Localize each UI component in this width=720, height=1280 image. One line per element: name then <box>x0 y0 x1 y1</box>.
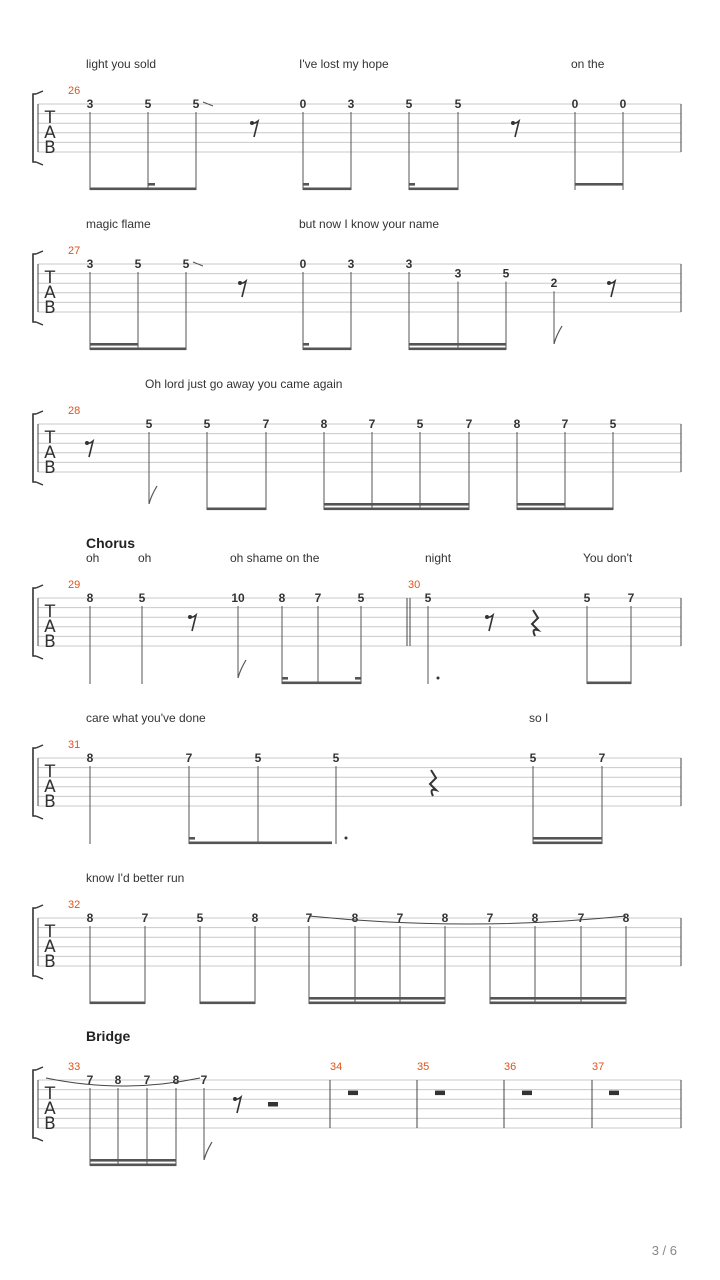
fret-number: 5 <box>583 591 591 605</box>
staff-system <box>33 217 681 350</box>
lyric-text: I've lost my hope <box>299 57 389 71</box>
dotted-note-dot <box>437 677 440 680</box>
measure-number: 29 <box>68 579 81 591</box>
fret-number: 5 <box>454 97 462 111</box>
fret-number: 8 <box>86 591 94 605</box>
bracket-hook-bottom <box>36 482 43 485</box>
quarter-rest-icon <box>532 610 538 636</box>
fret-number: 7 <box>561 417 569 431</box>
fret-number: 3 <box>86 257 94 271</box>
quarter-rest-icon <box>430 770 436 796</box>
fret-number: 7 <box>627 591 635 605</box>
fret-number: 7 <box>86 1073 94 1087</box>
whole-rest-icon <box>435 1091 445 1096</box>
lyric-text: You don't <box>583 551 633 565</box>
note-beam <box>587 682 631 685</box>
staff-system <box>33 1028 681 1166</box>
fret-number: 5 <box>144 97 152 111</box>
note-beam <box>90 1164 176 1167</box>
fret-number: 8 <box>114 1073 122 1087</box>
fret-number: 8 <box>86 911 94 925</box>
fret-number: 7 <box>598 751 606 765</box>
fret-number: 7 <box>368 417 376 431</box>
measure-number: 32 <box>68 899 81 911</box>
tab-clef-icon: T <box>44 108 56 128</box>
eighth-rest-dot <box>233 1097 237 1101</box>
fret-number: 5 <box>357 591 365 605</box>
lyric-text: light you sold <box>86 57 157 71</box>
eighth-flag <box>238 660 246 678</box>
whole-rest-icon <box>609 1091 619 1096</box>
bracket-hook-bottom <box>36 976 43 979</box>
fret-number: 7 <box>200 1073 208 1087</box>
note-beam <box>309 997 445 1000</box>
note-beam <box>409 348 506 351</box>
eighth-flag <box>149 486 157 504</box>
fret-number: 7 <box>305 911 313 925</box>
tab-clef-icon: B <box>44 1114 56 1134</box>
note-beam <box>490 997 626 1000</box>
tab-clef-icon: A <box>44 1099 56 1119</box>
fret-number: 0 <box>299 257 307 271</box>
lyric-text: magic flame <box>86 217 151 231</box>
measure-number: 30 <box>408 579 421 591</box>
fret-number: 5 <box>192 97 200 111</box>
note-beam <box>90 343 138 346</box>
system-bracket <box>33 254 36 322</box>
eighth-rest-dot <box>250 121 254 125</box>
fret-number: 5 <box>182 257 190 271</box>
half-rest-icon <box>268 1102 278 1107</box>
measure-number: 36 <box>504 1061 517 1073</box>
fret-number: 5 <box>145 417 153 431</box>
bracket-hook-bottom <box>36 162 43 165</box>
lyric-text: oh shame on the <box>230 551 320 565</box>
note-beam <box>207 508 266 511</box>
partial-beam <box>189 837 195 840</box>
bracket-hook-top <box>36 91 43 94</box>
section-label: Bridge <box>86 1028 131 1044</box>
eighth-rest-dot <box>607 281 611 285</box>
note-beam <box>490 1002 626 1005</box>
lyric-text: Oh lord just go away you came again <box>145 377 343 391</box>
tab-clef-icon: T <box>44 922 56 942</box>
system-bracket <box>33 1070 36 1138</box>
eighth-flag <box>554 326 562 344</box>
fret-number: 7 <box>143 1073 151 1087</box>
fret-number: 5 <box>203 417 211 431</box>
system-bracket <box>33 94 36 162</box>
fret-number: 3 <box>86 97 94 111</box>
tab-clef-icon: B <box>44 952 56 972</box>
dotted-note-dot <box>345 837 348 840</box>
measure-number: 27 <box>68 245 81 257</box>
staff-system <box>33 535 681 684</box>
lyric-text: but now I know your name <box>299 217 440 231</box>
fret-number: 8 <box>251 911 259 925</box>
measure-number: 37 <box>592 1061 605 1073</box>
note-beam <box>90 1159 176 1162</box>
tab-clef-icon: T <box>44 762 56 782</box>
fret-number: 0 <box>571 97 579 111</box>
tab-clef-icon: A <box>44 123 56 143</box>
fret-number: 7 <box>185 751 193 765</box>
lyric-text: oh <box>138 551 152 565</box>
fret-number: 5 <box>138 591 146 605</box>
fret-number: 7 <box>262 417 270 431</box>
note-beam <box>90 188 196 191</box>
fret-number: 5 <box>609 417 617 431</box>
staff-system <box>33 711 681 844</box>
tab-clef-icon: A <box>44 937 56 957</box>
note-beam <box>303 188 351 191</box>
fret-number: 7 <box>141 911 149 925</box>
bracket-hook-top <box>36 1067 43 1070</box>
fret-number: 3 <box>454 266 462 281</box>
system-bracket <box>33 414 36 482</box>
measure-number: 35 <box>417 1061 430 1073</box>
fret-number: 5 <box>529 751 537 765</box>
fret-number: 3 <box>347 97 355 111</box>
fret-number: 5 <box>254 751 262 765</box>
eighth-rest-dot <box>188 615 192 619</box>
note-beam <box>309 1002 445 1005</box>
system-bracket <box>33 748 36 816</box>
note-beam <box>90 1002 145 1005</box>
tab-clef-icon: A <box>44 617 56 637</box>
bracket-hook-top <box>36 745 43 748</box>
fret-number: 3 <box>347 257 355 271</box>
fret-number: 8 <box>531 911 539 925</box>
tab-clef-icon: B <box>44 298 56 318</box>
fret-number: 7 <box>577 911 585 925</box>
eighth-rest-dot <box>238 281 242 285</box>
bracket-hook-bottom <box>36 816 43 819</box>
whole-rest-icon <box>348 1091 358 1096</box>
fret-number: 0 <box>619 97 627 111</box>
fret-number: 2 <box>550 276 558 291</box>
note-beam <box>533 837 602 840</box>
tab-clef-icon: B <box>44 138 56 158</box>
fret-number: 5 <box>134 257 142 271</box>
fret-number: 5 <box>416 417 424 431</box>
bracket-hook-bottom <box>36 322 43 325</box>
bracket-hook-top <box>36 585 43 588</box>
fret-number: 7 <box>465 417 473 431</box>
eighth-rest-dot <box>511 121 515 125</box>
tab-clef-icon: A <box>44 443 56 463</box>
fret-number: 10 <box>231 591 245 605</box>
measure-number: 26 <box>68 85 81 97</box>
note-beam <box>517 508 613 511</box>
partial-beam <box>148 183 155 186</box>
fret-number: 5 <box>332 751 340 765</box>
eighth-rest-dot <box>85 441 89 445</box>
fret-number: 8 <box>441 911 449 925</box>
fret-number: 7 <box>396 911 404 925</box>
whole-rest-icon <box>522 1091 532 1096</box>
staff-system <box>33 57 681 190</box>
tab-clef-icon: A <box>44 777 56 797</box>
system-bracket <box>33 908 36 976</box>
note-beam <box>409 343 506 346</box>
fret-number: 7 <box>486 911 494 925</box>
note-beam <box>282 682 361 685</box>
page-number: 3 / 6 <box>651 1243 677 1258</box>
measure-number: 34 <box>330 1061 343 1073</box>
note-beam <box>90 348 186 351</box>
note-beam <box>324 503 469 506</box>
fret-number: 8 <box>172 1073 180 1087</box>
lyric-text: night <box>425 551 452 565</box>
measure-number: 28 <box>68 405 81 417</box>
lyric-text: care what you've done <box>86 711 206 725</box>
tab-clef-icon: A <box>44 283 56 303</box>
fret-number: 7 <box>314 591 322 605</box>
fret-number: 8 <box>622 911 630 925</box>
fret-number: 8 <box>513 417 521 431</box>
fret-number: 8 <box>351 911 359 925</box>
measure-number: 33 <box>68 1061 81 1073</box>
fret-number: 3 <box>405 257 413 271</box>
partial-beam <box>355 677 361 680</box>
note-beam <box>324 508 469 511</box>
note-beam <box>200 1002 255 1005</box>
note-beam <box>575 183 623 186</box>
bracket-hook-top <box>36 905 43 908</box>
note-beam <box>303 348 351 351</box>
section-label: Chorus <box>86 535 135 551</box>
lyric-text: know I'd better run <box>86 871 185 885</box>
bracket-hook-top <box>36 251 43 254</box>
tab-clef-icon: B <box>44 458 56 478</box>
note-beam <box>189 842 332 845</box>
bracket-hook-bottom <box>36 656 43 659</box>
tab-clef-icon: T <box>44 1084 56 1104</box>
fret-number: 5 <box>502 266 510 281</box>
fret-number: 8 <box>86 751 94 765</box>
fret-number: 8 <box>320 417 328 431</box>
fret-number: 5 <box>196 911 204 925</box>
staff-system <box>33 871 681 1004</box>
partial-beam <box>282 677 288 680</box>
staff-system <box>33 377 681 510</box>
tab-clef-icon: B <box>44 792 56 812</box>
lyric-text: on the <box>571 57 605 71</box>
system-bracket <box>33 588 36 656</box>
tab-clef-icon: T <box>44 428 56 448</box>
eighth-flag <box>204 1142 212 1160</box>
tab-clef-icon: T <box>44 268 56 288</box>
partial-beam <box>409 183 415 186</box>
bracket-hook-top <box>36 411 43 414</box>
lyric-text: so I <box>529 711 549 725</box>
tab-clef-icon: B <box>44 632 56 652</box>
fret-number: 5 <box>405 97 413 111</box>
fret-number: 5 <box>424 591 432 605</box>
measure-number: 31 <box>68 739 81 751</box>
lyric-text: oh <box>86 551 100 565</box>
note-beam <box>533 842 602 845</box>
eighth-rest-dot <box>485 615 489 619</box>
partial-beam <box>303 343 309 346</box>
fret-number: 8 <box>278 591 286 605</box>
tab-clef-icon: T <box>44 602 56 622</box>
note-beam <box>517 503 565 506</box>
note-beam <box>409 188 458 191</box>
fret-number: 0 <box>299 97 307 111</box>
partial-beam <box>303 183 309 186</box>
bracket-hook-bottom <box>36 1138 43 1141</box>
